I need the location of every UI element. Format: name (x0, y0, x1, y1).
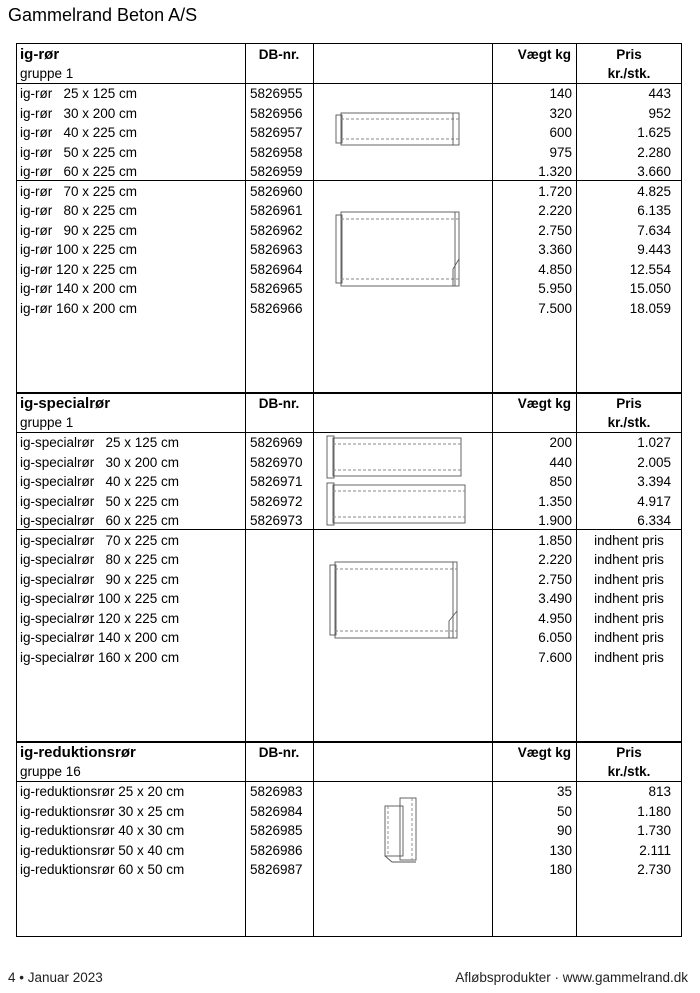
price-value: 12.554 (629, 261, 671, 277)
column-header-db: DB-nr. (258, 396, 300, 411)
footer-left: 4 • Januar 2023 (8, 970, 103, 985)
product-name: ig-rør 40 x 225 cm (20, 125, 138, 140)
price-value: indhent pris (594, 532, 664, 548)
product-name: ig-reduktionsrør 60 x 50 cm (20, 862, 185, 877)
db-number: 5826986 (250, 842, 303, 858)
price-value: indhent pris (594, 552, 664, 567)
db-number: 5826961 (250, 203, 303, 218)
product-name: ig-rør 30 x 200 cm (20, 105, 138, 121)
weight-value: 140 (549, 86, 572, 101)
price-value: 1.180 (637, 803, 671, 819)
price-value: indhent pris (594, 630, 664, 645)
db-number: 5826971 (250, 474, 303, 489)
section-group: gruppe 1 (20, 66, 74, 81)
column-divider (313, 44, 314, 936)
section-group: gruppe 16 (20, 764, 81, 779)
price-value: 2.730 (637, 862, 671, 877)
db-number: 5826972 (250, 493, 303, 509)
weight-value: 3.490 (538, 591, 572, 606)
product-name: ig-specialrør 25 x 125 cm (20, 435, 180, 450)
db-number: 5826964 (250, 261, 303, 277)
weight-value: 50 (556, 803, 572, 819)
db-number: 5826963 (250, 242, 303, 257)
section-title: ig-rør (20, 46, 60, 63)
product-name: ig-specialrør 30 x 200 cm (20, 454, 180, 470)
product-name: ig-rør 100 x 225 cm (20, 242, 138, 257)
product-name: ig-reduktionsrør 25 x 20 cm (20, 784, 185, 799)
product-name: ig-specialrør 120 x 225 cm (20, 610, 180, 626)
reduction-pipe-drawing (380, 794, 422, 864)
product-name: ig-rør 70 x 225 cm (20, 183, 138, 199)
product-name: ig-reduktionsrør 40 x 30 cm (20, 823, 185, 838)
price-table (16, 43, 682, 937)
weight-value: 4.950 (538, 610, 572, 626)
product-name: ig-specialrør 70 x 225 cm (20, 532, 180, 548)
weight-value: 975 (549, 144, 572, 160)
price-value: 4.825 (637, 183, 671, 199)
price-value: 1.625 (637, 125, 671, 140)
db-number: 5826969 (250, 435, 303, 450)
weight-value: 130 (549, 842, 572, 858)
price-value: indhent pris (594, 610, 664, 626)
section-title: ig-reduktionsrør (20, 744, 136, 761)
weight-value: 1.320 (538, 164, 572, 179)
price-value: indhent pris (594, 591, 664, 606)
column-header-db: DB-nr. (258, 47, 300, 62)
price-value: 2.111 (639, 842, 671, 858)
weight-value: 600 (549, 125, 572, 140)
db-number: 5826973 (250, 513, 303, 528)
price-value: 3.660 (637, 164, 671, 179)
db-number: 5826983 (250, 784, 303, 799)
db-number: 5826956 (250, 105, 303, 121)
specialpipe-drawing-large (329, 559, 469, 641)
product-name: ig-specialrør 140 x 200 cm (20, 630, 180, 645)
weight-value: 35 (556, 784, 572, 799)
weight-value: 3.360 (538, 242, 572, 257)
db-number: 5826984 (250, 803, 303, 819)
price-value: 7.634 (637, 222, 671, 238)
db-number: 5826959 (250, 164, 303, 179)
column-header-weight: Vægt kg (517, 745, 571, 760)
product-name: ig-specialrør 160 x 200 cm (20, 649, 180, 665)
db-number: 5826965 (250, 281, 303, 296)
price-value: 1.027 (637, 435, 671, 450)
weight-value: 2.220 (538, 552, 572, 567)
column-header-price: Pris (616, 396, 642, 411)
weight-value: 1.350 (538, 493, 572, 509)
price-value: indhent pris (594, 571, 664, 587)
product-name: ig-specialrør 80 x 225 cm (20, 552, 180, 567)
weight-value: 200 (549, 435, 572, 450)
price-value: 9.443 (637, 242, 671, 257)
price-value: 4.917 (637, 493, 671, 509)
column-header-weight: Vægt kg (517, 47, 571, 62)
weight-value: 850 (549, 474, 572, 489)
product-name: ig-specialrør 90 x 225 cm (20, 571, 180, 587)
price-value: 443 (648, 86, 671, 101)
product-name: ig-specialrør 40 x 225 cm (20, 474, 180, 489)
weight-value: 320 (549, 105, 572, 121)
weight-value: 5.950 (538, 281, 572, 296)
column-header-price-unit: kr./stk. (607, 66, 651, 81)
column-header-price: Pris (616, 47, 642, 62)
weight-value: 6.050 (538, 630, 572, 645)
product-name: ig-rør 80 x 225 cm (20, 203, 138, 218)
weight-value: 2.750 (538, 571, 572, 587)
company-name: Gammelrand Beton A/S (8, 5, 198, 25)
column-header-price-unit: kr./stk. (607, 764, 651, 779)
price-value: 15.050 (629, 281, 671, 296)
issue-date: Januar 2023 (27, 970, 103, 985)
page-number: 4 (8, 970, 16, 985)
product-name: ig-rør 120 x 225 cm (20, 261, 138, 277)
product-name: ig-rør 90 x 225 cm (20, 222, 138, 238)
column-header-weight: Vægt kg (517, 396, 571, 411)
pipe-drawing-large (335, 209, 471, 289)
weight-value: 90 (556, 823, 572, 838)
product-name: ig-specialrør 50 x 225 cm (20, 493, 180, 509)
column-header-db: DB-nr. (258, 745, 300, 760)
db-number: 5826958 (250, 144, 303, 160)
price-value: 2.005 (637, 454, 671, 470)
product-name: ig-specialrør 100 x 225 cm (20, 591, 180, 606)
db-number: 5826985 (250, 823, 303, 838)
footer-right: Afløbsprodukter · www.gammelrand.dk (455, 970, 688, 985)
weight-value: 1.720 (538, 183, 572, 199)
price-value: 6.334 (637, 513, 671, 528)
weight-value: 2.750 (538, 222, 572, 238)
weight-value: 2.220 (538, 203, 572, 218)
specialpipe-drawing-small (325, 434, 469, 480)
weight-value: 1.850 (538, 532, 572, 548)
product-name: ig-rør 160 x 200 cm (20, 300, 138, 316)
weight-value: 7.600 (538, 649, 572, 665)
price-value: 1.730 (637, 823, 671, 838)
db-number: 5826987 (250, 862, 303, 877)
weight-value: 7.500 (538, 300, 572, 316)
weight-value: 1.900 (538, 513, 572, 528)
price-value: 3.394 (637, 474, 671, 489)
product-name: ig-specialrør 60 x 225 cm (20, 513, 180, 528)
weight-value: 180 (549, 862, 572, 877)
db-number: 5826962 (250, 222, 303, 238)
product-name: ig-rør 60 x 225 cm (20, 164, 138, 179)
column-divider (245, 44, 246, 936)
db-number: 5826955 (250, 86, 303, 101)
pipe-drawing-small (335, 110, 471, 148)
product-name: ig-reduktionsrør 50 x 40 cm (20, 842, 185, 858)
section-group: gruppe 1 (20, 415, 74, 430)
weight-value: 440 (549, 454, 572, 470)
product-name: ig-rør 140 x 200 cm (20, 281, 138, 296)
product-name: ig-rør 25 x 125 cm (20, 86, 138, 101)
price-value: 18.059 (629, 300, 671, 316)
db-number: 5826957 (250, 125, 303, 140)
db-number: 5826970 (250, 454, 303, 470)
price-value: 2.280 (637, 144, 671, 160)
db-number: 5826960 (250, 183, 303, 199)
column-header-price: Pris (616, 745, 642, 760)
column-header-price-unit: kr./stk. (607, 415, 651, 430)
product-name: ig-rør 50 x 225 cm (20, 144, 138, 160)
weight-value: 4.850 (538, 261, 572, 277)
product-name: ig-reduktionsrør 30 x 25 cm (20, 803, 185, 819)
db-number: 5826966 (250, 300, 303, 316)
price-value: 6.135 (637, 203, 671, 218)
specialpipe-drawing-medium (325, 481, 473, 527)
section-title: ig-specialrør (20, 395, 111, 412)
price-value: 952 (648, 105, 671, 121)
price-value: 813 (648, 784, 671, 799)
price-value: indhent pris (594, 649, 664, 665)
